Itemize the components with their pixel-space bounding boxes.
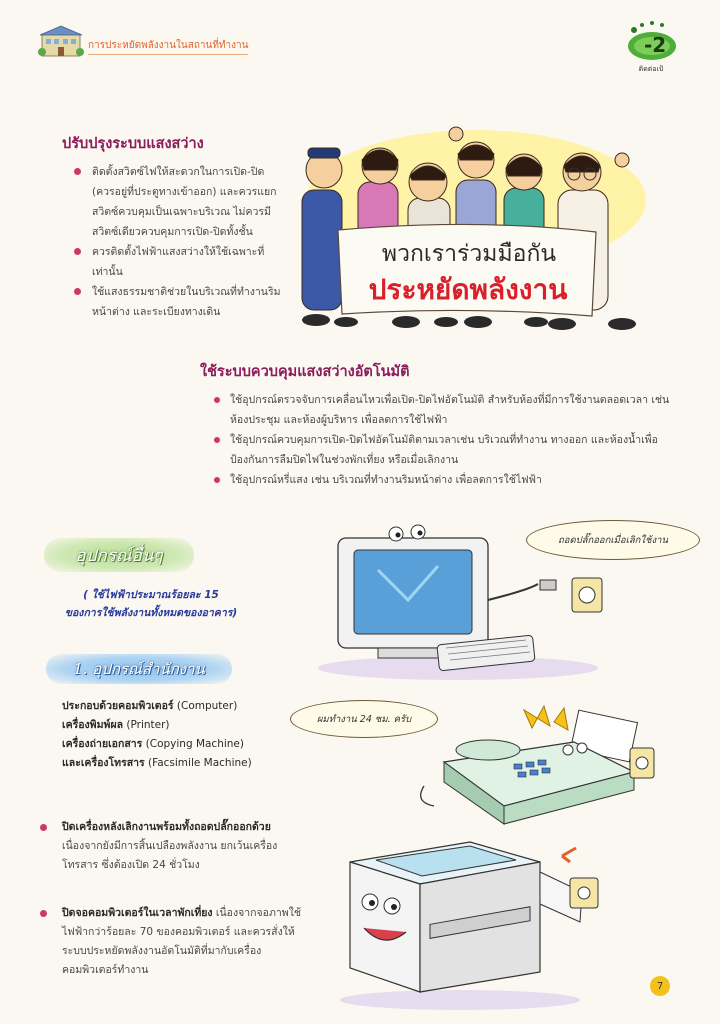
note-line-2: ของการใช้พลังงานทั้งหมดของอาคาร) xyxy=(64,607,238,619)
bullet-icon xyxy=(214,397,220,403)
office-equipment-title: 1. อุปกรณ์สำนักงาน xyxy=(46,654,232,684)
list-item: เครื่องพิมพ์ผล (Printer) xyxy=(62,719,170,731)
header-title: การประหยัดพลังงานในสถานที่ทำงาน xyxy=(88,40,249,51)
svg-text:-2: -2 xyxy=(644,33,667,57)
list-item: ใช้อุปกรณ์หรี่แสง เช่น บริเวณที่ทำงานริมหน้าต่าง เพื่อลดการใช้ไฟฟ้า xyxy=(208,470,688,490)
office-equipment-list xyxy=(62,697,252,773)
computer-speech-bubble: ถอดปลั๊กออกเมื่อเลิกใช้งาน xyxy=(526,520,700,560)
header-divider xyxy=(88,54,248,55)
tip-monitor: ปิดจอคอมพิวเตอร์ในเวลาพักเที่ยง เนื่องจากจอภาพใช้ไฟฟ้ากว่าร้อยละ 70 ของคอมพิวเตอร์ และควรสั่งให้ระบบประหยัดพลังงานอัตโนมัติที่มากับเครื่องคอมพิวเตอร์ทำงาน xyxy=(62,904,306,980)
auto-lighting-heading: ใช้ระบบควบคุมแสงสว่างอัตโนมัติ xyxy=(200,364,410,380)
other-equipment-title: อุปกรณ์อื่นๆ xyxy=(44,538,194,572)
banner-line1: พวกเราร่วมมือกัน xyxy=(381,241,557,267)
fax-speech-bubble: ผมทำงาน 24 ชม. ครับ xyxy=(290,700,438,738)
logo-caption: ติดต่อเป้ xyxy=(638,65,664,73)
bullet-icon xyxy=(40,910,47,917)
bullet-icon xyxy=(214,477,220,483)
bullet-icon xyxy=(40,824,47,831)
banner-line2: ประหยัดพลังงาน xyxy=(368,273,568,306)
copier-illustration xyxy=(330,832,620,1012)
fax-machine-illustration xyxy=(404,702,664,830)
lighting-list xyxy=(70,162,290,322)
bullet-icon xyxy=(74,248,81,255)
page-number: 7 xyxy=(650,976,670,996)
list-item: ใช้อุปกรณ์ควบคุมการเปิด-ปิดไฟอัตโนมัติตามเวลาเช่น บริเวณที่ทำงาน ทางออก และห้องน้ำเพื่อป้องกันการลืมปิดไฟในช่วงพักเที่ยง หรือเมื่อเลิกงาน xyxy=(208,430,688,470)
note-line-1: ( ใช้ไฟฟ้าประมาณร้อยละ 15 xyxy=(83,589,219,601)
list-item: เครื่องถ่ายเอกสาร (Copying Machine) xyxy=(62,738,244,750)
other-equipment-note xyxy=(36,586,266,622)
list-item: ใช้อุปกรณ์ตรวจจับการเคลื่อนไหวเพื่อเปิด-ปิดไฟอัตโนมัติ สำหรับห้องที่มีการใช้งานตลอดเวลา เช่น ห้องประชุม และห้องผู้บริหาร เพื่อลดการใช้ไฟฟ้า xyxy=(208,390,688,430)
bullet-icon xyxy=(74,168,81,175)
building-icon xyxy=(38,24,84,58)
auto-lighting-list xyxy=(208,390,688,490)
tip-shutdown: ปิดเครื่องหลังเลิกงานพร้อมทั้งถอดปลั๊กออกด้วย เนื่องจากยังมีการสิ้นเปลืองพลังงาน ยกเว้นเครื่องโทรสาร ซึ่งต้องเปิด 24 ชั่วโมง xyxy=(62,818,306,875)
lighting-heading: ปรับปรุงระบบแสงสว่าง xyxy=(62,136,204,152)
list-item: ติดตั้งสวิตซ์ไฟให้สะดวกในการเปิด-ปิด (ควรอยู่ที่ประตูทางเข้าออก) และควรแยกสวิตซ์ควบคุมเป็นเฉพาะบริเวณ ไม่ควรมีสวิตซ์เดียวควบคุมการเปิด-ปิดทั้งชั้น xyxy=(70,162,290,242)
bullet-icon xyxy=(74,288,81,295)
list-item: ควรติดตั้งไฟฟ้าแสงสว่างให้ใช้เฉพาะที่เท่านั้น xyxy=(70,242,290,282)
list-item: และเครื่องโทรสาร (Facsimile Machine) xyxy=(62,757,252,769)
list-item: ใช้แสงธรรมชาติช่วยในบริเวณที่ทำงานริมหน้าต่าง และระเบียงทางเดิน xyxy=(70,282,290,322)
bullet-icon xyxy=(214,437,220,443)
list-item: ประกอบด้วยคอมพิวเตอร์ (Computer) xyxy=(62,700,238,712)
